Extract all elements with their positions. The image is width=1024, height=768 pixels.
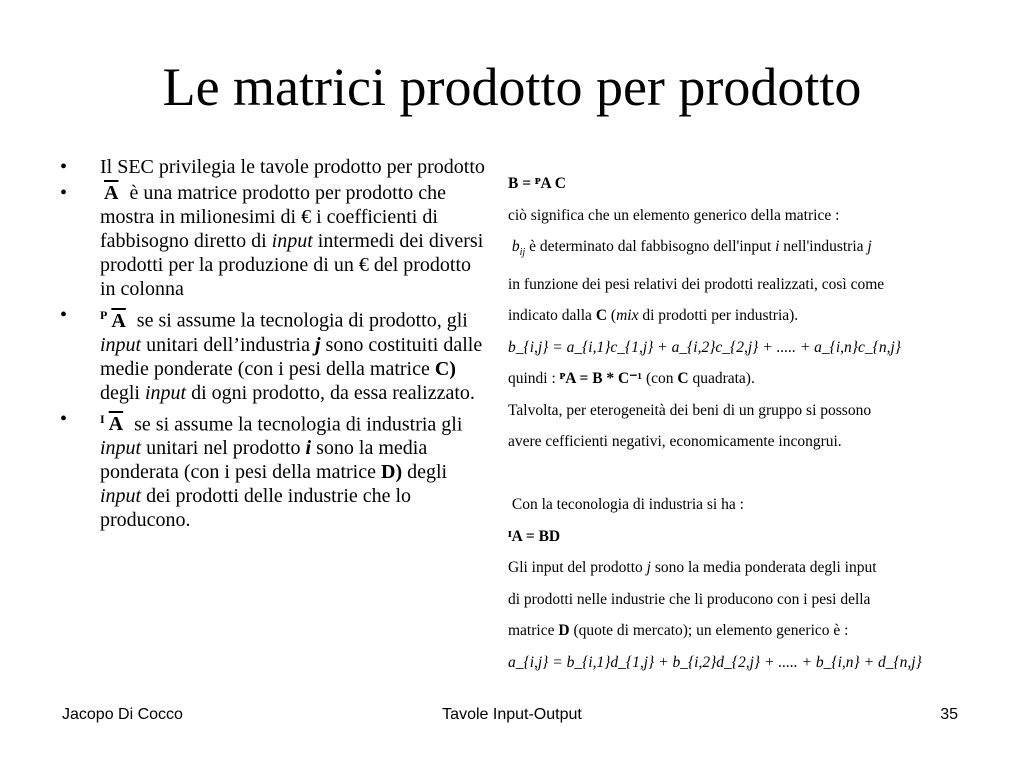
formula-line: avere cefficienti negativi, economicamente incongrui.	[508, 433, 842, 451]
bullet-2: • $\overline{A}$ è una matrice prodotto per prodotto che mostra in milionesimi di € i coefficienti di fabbisogno diretto di input intermedi dei diversi prodotti per la produzione di un € del prodotto in colonna	[60, 182, 484, 300]
formula-line: in funzione dei pesi relativi dei prodotti realizzati, così come	[508, 275, 885, 293]
bullet-4: • $^I$ $\overline{A}$ se si assume la tecnologia di industria gli input unitari nel prodotto i sono la media ponderata (con i pesi della matrice D) degli input dei prodotti delle industrie che lo producono.	[60, 407, 463, 532]
formula-line: di prodotti nelle industrie che li producono con i pesi della	[508, 590, 871, 608]
formula-line: quindi : ᴾA = B * C⁻¹ (con C quadrata).	[508, 370, 755, 388]
equation-a-ij: a_{i,j} = b_{i,1}d_{1,j} + b_{i,2}d_{2,j} + ..... + b_{i,n} + d_{n,j}	[508, 653, 922, 671]
formula-line: ciò significa che un elemento generico della matrice :	[508, 206, 840, 224]
formula-line: matrice D (quote di mercato); un elemento generico è :	[508, 622, 849, 640]
formula-panel	[508, 168, 1018, 678]
bullet-3: • $^P$ $\overline{A}$ se si assume la tecnologia di prodotto, gli input unitari dell’industria j sono costituiti dalle medie ponderate (con i pesi della matrice C) degli input di ogni prodotto, da essa realizzato.	[60, 304, 483, 404]
matrix-pa-symbol: $\overline{A}$	[111, 309, 126, 332]
formula-line: indicato dalla C (mix di prodotti per industria).	[508, 307, 799, 325]
footer-title: Tavole Input-Output	[442, 706, 582, 723]
bullet-list	[60, 155, 490, 532]
formula-line: Con la teconologia di industria si ha :	[511, 496, 744, 514]
formula-line: Gli input del prodotto j sono la media ponderata degli input	[508, 559, 877, 577]
matrix-pa-superscript: P	[100, 308, 108, 322]
equation-b-ij: b_{i,j} = a_{i,1}c_{1,j} + a_{i,2}c_{2,j} + ..... + a_{i,n}c_{n,j}	[508, 338, 901, 356]
slide-title: Le matrici prodotto per prodotto	[162, 57, 862, 117]
formula-line: $b_{ij}$ è determinato dal fabbisogno dell'input i nell'industria j	[511, 238, 872, 259]
formula-line: Talvolta, per eterogeneità dei beni di un gruppo si possono	[508, 401, 872, 419]
page-number: 35	[940, 706, 958, 723]
matrix-ia-superscript: I	[100, 411, 105, 426]
equation-ia-bd: ᴵA = BD	[508, 527, 561, 545]
footer-author: Jacopo Di Cocco	[62, 706, 183, 723]
matrix-a-symbol: $\overline{A}$	[104, 182, 119, 204]
equation-b-pac: B = ᴾA C	[508, 175, 566, 192]
matrix-ia-symbol: $\overline{A}$	[108, 413, 124, 436]
bullet-1: • Il SEC privilegia le tavole prodotto per prodotto	[60, 156, 485, 178]
bullet-1-text: Il SEC privilegia le tavole prodotto per prodotto	[100, 156, 485, 178]
